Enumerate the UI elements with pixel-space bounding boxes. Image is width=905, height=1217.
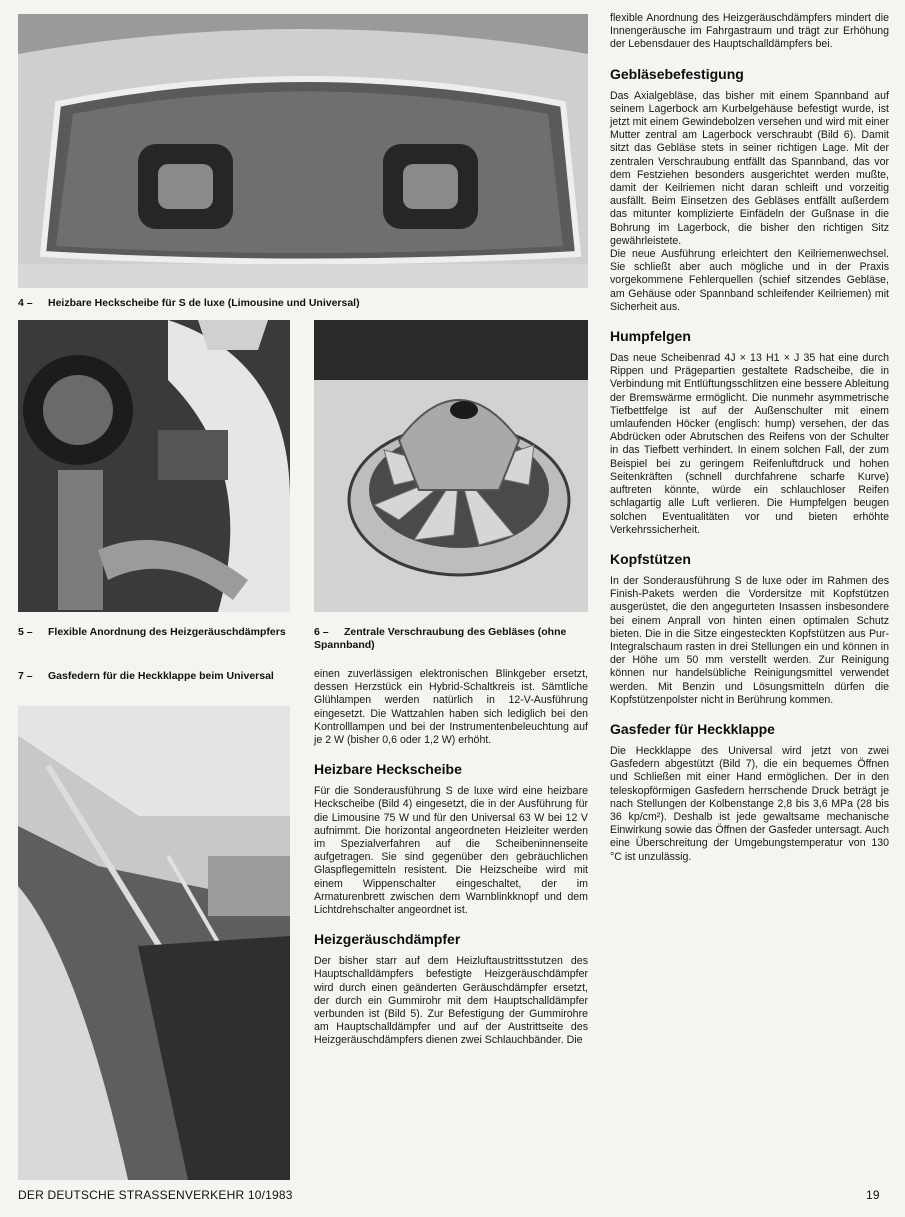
paragraph: Für die Sonderausführung S de luxe wird eine heizbare Heckscheibe (Bild 4) eingesetzt, die in der Ausführung für die Limousine 75 W und für den Universal 63 W bei 12 V aufnimmt. Die horizontal angeordneten Heizleiter werden im Spezialverfahren auf die Scheibeninnenseite aufgetragen. Sie sind gegenüber den gebräuchlichen Glaspflegemitteln resistent. Die Heizscheibe wird mit einem Wippenschalter eingeschaltet, der im Armaturenbrett zwischen dem Warnblinkknopf und dem Lichtdrehschalter angeordnet ist.: [314, 785, 588, 917]
section-heading: Kopfstützen: [610, 550, 691, 567]
paragraph: flexible Anordnung des Heizgeräuschdämpfers mindert die Innengeräusche im Fahrgastraum und trägt zur Erhöhung der Lebensdauer des Hauptschalldämpfers bei.: [610, 12, 889, 51]
paragraph: Das Axialgebläse, das bisher mit einem Spannband auf seinem Lagerbock am Kurbelgehäuse befestigt wurde, ist jetzt mit einem Gewindebolzen versehen und wird mit einer Mutter zentral am Lagerbock verschraubt (Bild 6). Damit sitzt das Gebläse stets in seiner richtigen Lage. Mit der zentralen Verschraubung entfällt das Spannband, das vor dem Festziehen besonders ausgerichtet werden mußte, damit der Keilriemen nicht daran schleift und vorzeitig ausfällt. Beim Einsetzen des Gebläses entfällt außerdem das mitunter komplizierte Einfädeln der Gußnase in die Bohrung im Lagerbock, die bisher den richtigen Sitz gewährleistete.: [610, 89, 889, 247]
photo-tailgate-gas-springs: [18, 706, 290, 1180]
section-heading: Gebläsebefestigung: [610, 65, 744, 82]
middle-text-column: [314, 668, 588, 1048]
paragraph: einen zuverlässigen elektronischen Blinkgeber ersetzt, dessen Herzstück ein Hybrid-Schaltkreis ist. Sämtliche Glühlampen werden natürlich in 12-V-Ausführung eingesetzt. Die Wattzahlen haben sich lediglich bei den Kontrolllampen und bei der Instrumentenbeleuchtung auf je 2 W (bisher 0,6 oder 1,2 W) erhöht.: [314, 668, 588, 747]
figure-caption-6: 6 – Zentrale Verschraubung des Gebläses (ohne Spannband): [314, 626, 567, 651]
right-text-column: [610, 12, 889, 864]
figure-caption-4: 4 – Heizbare Heckscheibe für S de luxe (Limousine und Universal): [18, 297, 360, 309]
footer-publication: DER DEUTSCHE STRASSENVERKEHR 10/1983: [18, 1188, 293, 1202]
section-heading: Gasfeder für Heckklappe: [610, 720, 775, 737]
paragraph: Die Heckklappe des Universal wird jetzt von zwei Gasfedern abgestützt (Bild 7), die ein bequemes Öffnen und Schließen mit einer Hand ermöglichen. Der in den teleskopförmigen Gasfedern herrschende Druck beträgt je nach Stellungen der Kolbenstange 2,8 bis 3,6 MPa (28 bis 36 kp/cm²). Deshalb ist jede gewaltsame mechanische Einwirkung sowie das Öffnen der Gasfeder untersagt. Auch eine Überschreitung der Umgebungstemperatur von 130 °C ist unzulässig.: [610, 744, 889, 863]
paragraph: Die neue Ausführung erleichtert den Keilriemenwechsel. Sie schließt aber auch mögliche und in der Praxis vorgekommene Fehlerquellen (schief sitzendes Gebläse, am Gehäuse oder Spannband schleifender Keilriemen) mit Sicherheit aus.: [610, 248, 889, 313]
section-heading: Heizgeräuschdämpfer: [314, 931, 461, 948]
paragraph: In der Sonderausführung S de luxe oder im Rahmen des Finish-Pakets werden die Vordersitze mit Kopfstützen ausgerüstet, die den angegurteten Insassen insbesondere bei einem Anprall von hinten einen optimalen Schutz bieten. Die in die Sitze eingesteckten Kopfstützen aus Pur-Integralschaum rasten in drei Stellungen ein und können in der Höhe um 50 mm verstellt werden. Zur Reinigung können nur handelsübliche Reinigungsmittel verwendet werden. Mit Benzin und Lösungsmitteln dürfen die Kopfstützenpolster nicht in Berührung kommen.: [610, 574, 889, 706]
footer-page-number: 19: [866, 1188, 880, 1202]
photo-heated-rear-window: [18, 14, 588, 288]
photo-heater-silencer: [18, 320, 290, 612]
photo-blower-mounting: [314, 320, 588, 612]
paragraph: Der bisher starr auf dem Heizluftaustrittsstutzen des Hauptschalldämpfers befestigte Heizgeräuschdämpfer wird durch einen geänderten Geräuschdämpfer ersetzt, der durch ein Gummirohr mit dem Hauptschalldämpfer verbunden ist (Bild 5). Zur Befestigung der Gummirohre am Hauptschalldämpfer und auf der Austrittseite des Heizgeräuschdämpfers dienen zwei Schlauchbänder. Die: [314, 955, 588, 1047]
figure-caption-7: 7 – Gasfedern für die Heckklappe beim Universal: [18, 670, 274, 682]
section-heading: Humpfelgen: [610, 328, 691, 345]
paragraph: Das neue Scheibenrad 4J × 13 H1 × J 35 hat eine durch Rippen und Prägepartien gestaltete Radscheibe, die in Verbindung mit Entlüftungsschlitzen eine bessere Ableitung der Bremswärme ermöglicht. Die nunmehr asymmetrische Tiefbettfelge ist auf der Außenschulter mit einem umlaufenden Höcker (englisch: hump) versehen, der das Abdrücken oder Abrutschen des Reifens von der Schulter in das Tiefbett verhindert. In einem solchen Fall, der zum Beispiel bei zu geringem Reifenluftdruck und hohen Seitenkräften (schnell durchfahrene scharfe Kurve) auftreten könnte, würde ein schlauchloser Reifen schlagartig alle Luft verlieren. Die Humpfelgen beugen solchen Eventualitäten vor und bieten erhöhte Verkehrssicherheit.: [610, 352, 889, 536]
section-heading: Heizbare Heckscheibe: [314, 761, 462, 778]
figure-caption-5: 5 – Flexible Anordnung des Heizgeräuschdämpfers: [18, 626, 286, 638]
